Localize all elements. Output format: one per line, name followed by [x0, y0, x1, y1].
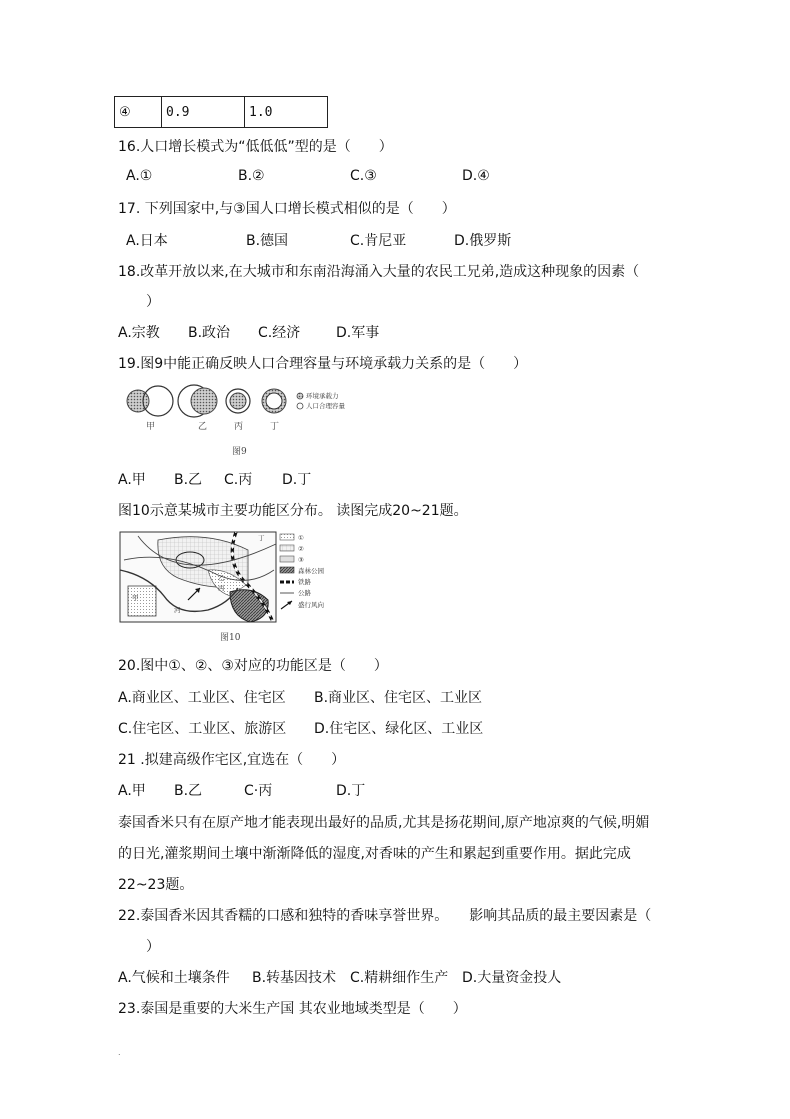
q21-option-c: C·丙	[244, 783, 273, 799]
q19-option-d: D.丁	[282, 472, 312, 488]
q16-option-d: D.④	[462, 168, 490, 184]
q20-option-d: D.住宅区、绿化区、工业区	[314, 721, 484, 737]
q16-option-c: C.③	[350, 168, 377, 184]
q17-option-c: C.肯尼亚	[350, 233, 407, 249]
fig9-label-bing: 丙	[234, 422, 244, 432]
legend-2-icon	[280, 545, 294, 551]
fig10-legend-1: ①	[298, 534, 304, 542]
intro-20-21: 图10示意某城市主要功能区分布。 读图完成20~21题。	[118, 503, 468, 519]
q18-option-d: D.军事	[336, 325, 380, 341]
q16-stem: 16.人口增长模式为“低低低”型的是（ ）	[118, 139, 393, 155]
fig10-label-ding: 丁	[258, 534, 265, 542]
table-row	[115, 97, 328, 128]
q22-option-c: C.精耕细作生产	[350, 970, 449, 986]
q17-stem: 17. 下列国家中,与③国人口增长模式相似的是（ ）	[118, 201, 456, 217]
fig9-legend-2: 人口合理容量	[306, 402, 345, 410]
legend-3-icon	[280, 556, 294, 562]
q19-option-a: A.甲	[118, 472, 146, 488]
q20-option-c: C.住宅区、工业区、旅游区	[118, 721, 287, 737]
q22-option-b: B.转基因技术	[252, 970, 337, 986]
fig10-label-yi: 乙	[218, 574, 225, 582]
q19-option-c: C.丙	[224, 472, 253, 488]
legend-hatched-icon	[297, 393, 303, 399]
data-table	[114, 96, 328, 128]
q19-option-b: B.乙	[174, 472, 203, 488]
q22-option-d: D.大量资金投人	[462, 970, 562, 986]
figure-10	[118, 530, 368, 645]
q17-option-b: B.德国	[246, 233, 289, 249]
forest-park-icon	[280, 567, 294, 573]
fig10-legend-2: ②	[298, 545, 304, 553]
q21-option-a: A.甲	[118, 783, 146, 799]
q17-option-a: A.日本	[126, 233, 168, 249]
q22-stem-continued: ）	[146, 939, 160, 955]
q21-option-d: D.丁	[336, 783, 366, 799]
figure-9	[124, 380, 364, 460]
q18-option-b: B.政治	[188, 325, 231, 341]
passage-line-3: 22~23题。	[118, 877, 194, 893]
q23-stem: 23.泰国是重要的大米生产国 其农业地域类型是（ ）	[118, 1001, 467, 1017]
q22-stem: 22.泰国香米因其香糯的口感和独特的香味享誉世界。 影响其品质的最主要因素是（	[118, 908, 652, 924]
q18-option-a: A.宗教	[118, 325, 160, 341]
fig9-caption: 图9	[232, 447, 247, 457]
q20-option-a: A.商业区、工业区、住宅区	[118, 690, 286, 706]
passage-line-2: 的日光,灌浆期间土壤中渐渐降低的湿度,对香味的产生和累起到重要作用。据此完成	[118, 846, 631, 862]
q16-option-b: B.②	[238, 168, 265, 184]
legend-1-icon	[280, 534, 294, 540]
passage-line-1: 泰国香米只有在原产地才能表现出最好的品质,尤其是扬花期间,原产地凉爽的气候,明媚	[118, 815, 650, 831]
table-cell-value-2: 1.0	[245, 97, 328, 128]
q19-stem: 19.图9中能正确反映人口合理容量与环境承载力关系的是（ ）	[118, 356, 528, 372]
q18-stem: 18.改革开放以来,在大城市和东南沿海涌入大量的农民工兄弟,造成这种现象的因素（	[118, 264, 640, 280]
q22-option-a: A.气候和土壤条件	[118, 970, 230, 986]
q21-option-b: B.乙	[174, 783, 203, 799]
q16-option-a: A.①	[126, 168, 153, 184]
fig10-legend-wind: 盛行风向	[298, 601, 324, 609]
fig10-label-bing: 丙	[218, 584, 225, 592]
q20-option-b: B.商业区、住宅区、工业区	[314, 690, 483, 706]
table-cell-value-1: 0.9	[162, 97, 245, 128]
fig10-label-river: 河	[174, 606, 181, 614]
fig9-label-ding: 丁	[270, 422, 280, 432]
fig9-legend-1: 环境承载力	[306, 392, 339, 400]
fig9-label-yi: 乙	[198, 422, 208, 432]
fig10-legend-railway: 铁路	[298, 578, 311, 586]
footer-dot: .	[118, 1048, 121, 1057]
q17-option-d: D.俄罗斯	[454, 233, 512, 249]
q21-stem: 21 .拟建高级作宅区,宜选在（ ）	[118, 752, 346, 768]
q20-stem: 20.图中①、②、③对应的功能区是（ ）	[118, 658, 388, 674]
fig10-caption: 图10	[220, 633, 241, 643]
table-cell-index: ④	[115, 97, 162, 128]
fig10-legend-road: 公路	[298, 589, 311, 597]
legend-empty-icon	[297, 403, 303, 409]
fig10-label-jia: 甲	[132, 594, 139, 602]
q18-option-c: C.经济	[258, 325, 301, 341]
fig10-legend-3: ③	[298, 556, 304, 564]
q18-stem-continued: ）	[146, 294, 160, 310]
fig9-label-jia: 甲	[146, 422, 156, 432]
fig10-legend-forest: 森林公园	[298, 567, 324, 575]
